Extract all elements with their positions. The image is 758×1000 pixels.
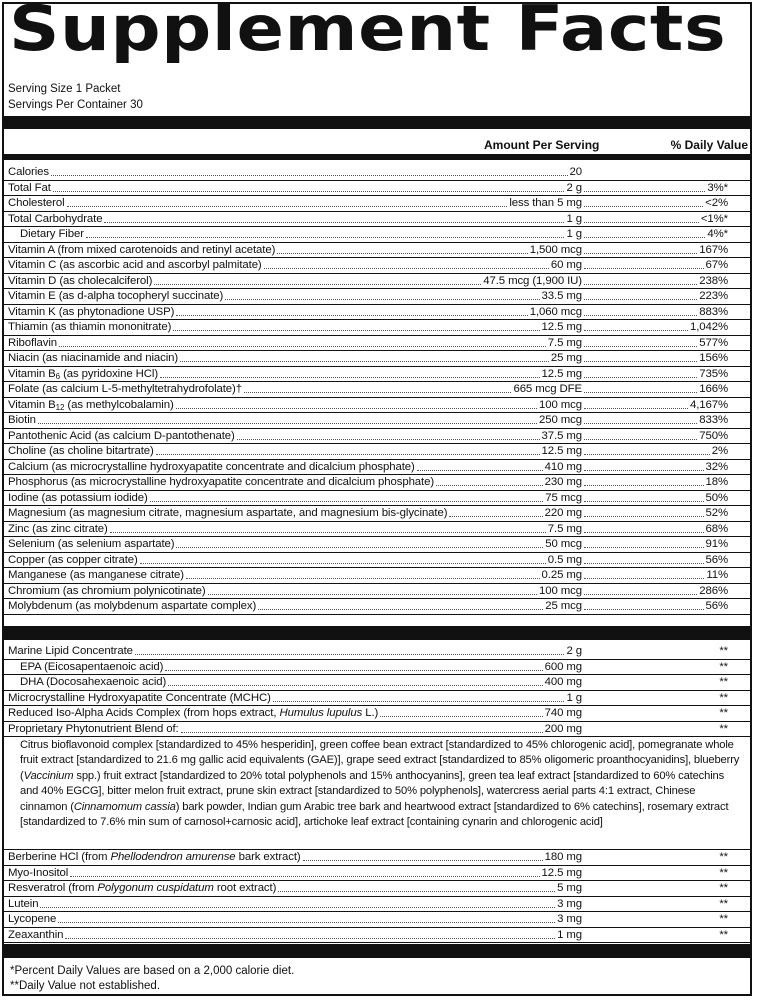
dot-leader xyxy=(53,191,564,192)
amount-per-serving: 2 g xyxy=(566,645,582,657)
daily-value: 883% xyxy=(699,305,728,318)
facts-row xyxy=(4,444,750,460)
dot-leader xyxy=(160,377,540,378)
amount-per-serving: 1 g xyxy=(566,691,582,704)
amount-per-serving: 7.5 mg xyxy=(547,522,582,535)
facts-row xyxy=(4,227,750,243)
daily-value: ** xyxy=(719,913,728,925)
dot-leader xyxy=(176,547,543,548)
daily-value: 167% xyxy=(699,243,728,256)
amount-per-serving: less than 5 mg xyxy=(509,197,582,209)
daily-value: <1%* xyxy=(700,212,728,225)
amount-per-serving: 250 mcg xyxy=(539,414,582,426)
ingredient-name: Pantothenic Acid (as calcium D-pantothenate) xyxy=(8,429,235,442)
facts-row xyxy=(4,305,750,321)
daily-value: ** xyxy=(719,866,728,879)
dot-leader xyxy=(104,222,564,223)
daily-value: ** xyxy=(719,645,728,657)
amount-per-serving: 60 mg xyxy=(550,259,582,271)
blend-text: Citrus bioflavonoid complex [standardized to 45% hesperidin], green coffee bean extract [standardized to 45% chlorogenic acid], pomegranate whole fruit extract [standardized to 21.6 mg gallic acid equivalents (GAE)], grape seed extract [standardized to 85% oligomeric proanthocyanidins], blueberry ( xyxy=(20,739,740,782)
facts-row xyxy=(4,675,750,691)
dot-leader xyxy=(264,268,549,269)
ingredient-name: Thiamin (as thiamin mononitrate) xyxy=(8,321,172,333)
dot-leader xyxy=(168,685,543,686)
dot-leader xyxy=(244,392,511,393)
dot-leader xyxy=(584,268,704,269)
ingredient-name: Zinc (as zinc citrate) xyxy=(8,522,108,535)
dot-leader xyxy=(584,222,699,223)
facts-row xyxy=(4,568,750,584)
amount-per-serving: 1 g xyxy=(566,228,582,240)
facts-row xyxy=(4,382,750,398)
facts-row xyxy=(4,212,750,228)
blend-text: ) bark powder, Indian gum Arabic tree bark and heartwood extract [standardized to 6% catechins], rosemary extract [standardized to 7.6% min sum of carnosol+carnosic acid], artichoke leaf extract [containing cynarin and chlorogenic acid] xyxy=(20,800,729,829)
facts-row xyxy=(4,258,750,274)
facts-row xyxy=(4,398,750,414)
proprietary-blend-description xyxy=(20,738,742,830)
daily-value: 156% xyxy=(699,352,728,364)
daily-value: 833% xyxy=(699,414,728,426)
daily-value: ** xyxy=(719,928,728,941)
dot-leader xyxy=(584,532,704,533)
dot-leader xyxy=(584,501,704,502)
amount-per-serving: 740 mg xyxy=(544,707,582,719)
dot-leader xyxy=(380,716,543,717)
amount-per-serving: 1,060 mcg xyxy=(529,305,582,318)
amount-per-serving: 47.5 mcg (1,900 IU) xyxy=(483,274,582,287)
facts-row xyxy=(4,644,750,660)
species-name: Cinnamomum cassia xyxy=(73,800,176,813)
dot-leader xyxy=(135,654,564,655)
dot-leader xyxy=(180,361,549,362)
nutrient-list xyxy=(4,165,750,615)
amount-per-serving: 200 mg xyxy=(544,722,582,735)
ingredient-name: Dietary Fiber xyxy=(20,228,84,240)
dot-leader xyxy=(86,237,564,238)
dot-leader xyxy=(156,454,540,455)
dot-leader xyxy=(584,315,697,316)
dot-leader xyxy=(584,516,704,517)
amount-per-serving: 1 g xyxy=(566,212,582,225)
ingredient-name: EPA (Eicosapentaenoic acid) xyxy=(20,660,164,673)
daily-value: 286% xyxy=(699,584,728,597)
ingredient-name: Calories xyxy=(8,166,49,178)
dot-leader xyxy=(584,485,704,486)
ingredient-name: DHA (Docosahexaenoic acid) xyxy=(20,676,167,688)
daily-value: ** xyxy=(719,707,728,719)
dot-leader xyxy=(40,907,555,908)
amount-per-serving: 75 mcg xyxy=(545,491,582,504)
facts-row xyxy=(4,475,750,491)
dot-leader xyxy=(584,423,697,424)
facts-row xyxy=(4,850,750,866)
ingredient-name: Cholesterol xyxy=(8,197,65,209)
daily-value: 68% xyxy=(705,522,728,535)
daily-value: 577% xyxy=(699,336,728,349)
thick-divider-bottom xyxy=(4,944,750,958)
daily-value: 2% xyxy=(711,445,728,457)
amount-per-serving: 20 xyxy=(569,166,582,178)
ingredient-name: Folate (as calcium L-5-methyltetrahydrofolate)† xyxy=(8,383,242,395)
daily-value: ** xyxy=(719,882,728,894)
supplement-facts-panel xyxy=(2,2,752,996)
daily-value: 4,167% xyxy=(689,398,728,411)
dot-leader xyxy=(584,563,704,564)
dot-leader xyxy=(258,609,543,610)
dot-leader xyxy=(584,206,703,207)
ingredient-name: Iodine (as potassium iodide) xyxy=(8,491,148,504)
daily-value: ** xyxy=(719,897,728,910)
amount-per-serving: 600 mg xyxy=(544,660,582,673)
daily-value: ** xyxy=(719,660,728,673)
thick-divider-middle xyxy=(4,626,750,640)
servings-per-container: Servings Per Container 30 xyxy=(8,99,143,111)
facts-row xyxy=(4,367,750,383)
facts-row xyxy=(4,522,750,538)
dot-leader xyxy=(173,330,540,331)
daily-value: 735% xyxy=(699,367,728,380)
dot-leader xyxy=(59,346,546,347)
dot-leader xyxy=(273,701,564,702)
dot-leader xyxy=(584,253,697,254)
dot-leader xyxy=(150,501,543,502)
facts-row xyxy=(4,506,750,522)
species-name: Vaccinium xyxy=(23,769,74,782)
daily-value: ** xyxy=(719,691,728,704)
facts-row xyxy=(4,320,750,336)
blend-text: spp.) fruit extract [standardized to 20% total polyphenols and 15% anthocyanins], green tea leaf extract [standardized to 60% catechins and 40% EGCG], bitter melon fruit extract, prune skin extract [standardized to 50% polyphenols], watercress aerial parts 4:1 extract, Chinese cinnamon ( xyxy=(20,769,725,813)
dot-leader xyxy=(584,237,705,238)
dot-leader xyxy=(584,299,697,300)
daily-value: 56% xyxy=(705,553,728,566)
ingredient-name: Niacin (as niacinamide and niacin) xyxy=(8,352,179,364)
ingredient-name: Proprietary Phytonutrient Blend of: xyxy=(8,722,179,735)
ingredient-name: Vitamin C (as ascorbic acid and ascorbyl palmitate) xyxy=(8,259,262,271)
facts-row xyxy=(4,553,750,569)
ingredient-name: Lutein xyxy=(8,897,39,910)
dot-leader xyxy=(278,891,555,892)
ingredient-name: Riboflavin xyxy=(8,336,58,349)
ingredient-name: Vitamin D (as cholecalciferol) xyxy=(8,274,153,287)
amount-per-serving: 3 mg xyxy=(557,913,582,925)
facts-row xyxy=(4,912,750,928)
amount-per-serving: 100 mcg xyxy=(539,584,582,597)
dot-leader xyxy=(65,938,555,939)
dot-leader xyxy=(67,206,507,207)
daily-value: 32% xyxy=(705,460,728,473)
ingredient-name: Lycopene xyxy=(8,913,57,925)
facts-row xyxy=(4,599,750,615)
dot-leader xyxy=(584,578,704,579)
dot-leader xyxy=(584,330,688,331)
facts-row xyxy=(4,691,750,707)
daily-value: <2% xyxy=(705,197,728,209)
dot-leader xyxy=(584,361,697,362)
amount-per-serving: 12.5 mg xyxy=(541,866,582,879)
dot-leader xyxy=(303,860,543,861)
amount-per-serving: 220 mg xyxy=(544,507,582,519)
dot-leader xyxy=(584,408,688,409)
amount-per-serving: 180 mg xyxy=(544,851,582,863)
daily-value: 750% xyxy=(699,429,728,442)
dot-leader xyxy=(584,392,697,393)
ingredient-name: Myo-Inositol xyxy=(8,866,69,879)
facts-row xyxy=(4,336,750,352)
dot-leader xyxy=(176,408,537,409)
ingredient-name: Zeaxanthin xyxy=(8,928,64,941)
serving-size: Serving Size 1 Packet xyxy=(8,83,121,95)
daily-value: 166% xyxy=(699,383,728,395)
amount-per-serving: 100 mcg xyxy=(539,398,582,411)
dot-leader xyxy=(584,439,697,440)
facts-row xyxy=(4,928,750,944)
ingredient-name: Chromium (as chromium polynicotinate) xyxy=(8,584,206,597)
ingredient-name: Vitamin $B_{12}$ (as methylcobalamin) xyxy=(8,398,174,412)
ingredient-name: Choline (as choline bitartrate) xyxy=(8,445,154,457)
dot-leader xyxy=(165,670,543,671)
facts-row xyxy=(4,181,750,197)
facts-row xyxy=(4,897,750,913)
dot-leader xyxy=(436,485,543,486)
daily-value: 4%* xyxy=(707,228,728,240)
dot-leader xyxy=(110,532,546,533)
amount-per-serving: 3 mg xyxy=(557,897,582,910)
daily-value: ** xyxy=(719,676,728,688)
ingredient-name: Resveratrol (from Polygonum cuspidatum root extract) xyxy=(8,882,277,894)
facts-row xyxy=(4,289,750,305)
daily-value-header: % Daily Value xyxy=(670,138,748,152)
amount-per-serving: 0.5 mg xyxy=(547,553,582,566)
facts-row xyxy=(4,866,750,882)
facts-row xyxy=(4,196,750,212)
facts-row xyxy=(4,491,750,507)
amount-per-serving: 25 mg xyxy=(550,352,582,364)
other-ingredients-top xyxy=(4,644,750,737)
daily-value: 223% xyxy=(699,290,728,302)
dot-leader xyxy=(181,732,543,733)
daily-value: 91% xyxy=(705,538,728,550)
dot-leader xyxy=(176,315,528,316)
ingredient-name: Vitamin E (as d-alpha tocopheryl succinate) xyxy=(8,290,224,302)
amount-per-serving: 1 mg xyxy=(557,928,582,941)
ingredient-name: Phosphorus (as microcrystalline hydroxyapatite concentrate and dicalcium phosphate) xyxy=(8,476,435,488)
daily-value: 67% xyxy=(705,259,728,271)
daily-value: 56% xyxy=(705,600,728,612)
ingredient-name: Reduced Iso-Alpha Acids Complex (from hops extract, Humulus lupulus L.) xyxy=(8,707,379,719)
amount-per-serving: 5 mg xyxy=(557,882,582,894)
other-ingredients-bottom xyxy=(4,850,750,943)
dot-leader xyxy=(208,594,537,595)
dot-leader xyxy=(584,346,697,347)
ingredient-name: Marine Lipid Concentrate xyxy=(8,645,133,657)
facts-row xyxy=(4,584,750,600)
amount-per-serving: 33.5 mg xyxy=(541,290,582,302)
amount-per-serving: 12.5 mg xyxy=(541,445,582,457)
dot-leader xyxy=(154,284,481,285)
daily-value: 3%* xyxy=(707,181,728,194)
footnote-daily-values: *Percent Daily Values are based on a 2,000 calorie diet. xyxy=(10,965,295,977)
amount-per-serving: 50 mcg xyxy=(545,538,582,550)
daily-value: 50% xyxy=(705,491,728,504)
daily-value: 52% xyxy=(705,507,728,519)
panel-title: Supplement Facts xyxy=(9,0,727,65)
dot-leader xyxy=(584,547,704,548)
facts-row xyxy=(4,881,750,897)
facts-row xyxy=(4,243,750,259)
amount-per-serving: 12.5 mg xyxy=(541,367,582,380)
amount-per-serving: 665 mcg DFE xyxy=(513,383,582,395)
ingredient-name: Berberine HCl (from Phellodendron amurense bark extract) xyxy=(8,851,301,863)
daily-value: 238% xyxy=(699,274,728,287)
amount-per-serving: 1,500 mcg xyxy=(529,243,582,256)
ingredient-name: Vitamin $B_6$ (as pyridoxine HCl) xyxy=(8,367,159,381)
amount-per-serving: 0.25 mg xyxy=(541,569,582,581)
dot-leader xyxy=(417,470,543,471)
facts-row xyxy=(4,722,750,738)
dot-leader xyxy=(584,470,704,471)
thick-divider-top xyxy=(4,116,750,129)
amount-per-serving-header: Amount Per Serving xyxy=(484,138,600,152)
daily-value: 11% xyxy=(706,569,728,581)
facts-row xyxy=(4,413,750,429)
ingredient-name: Calcium (as microcrystalline hydroxyapatite concentrate and dicalcium phosphate) xyxy=(8,460,415,473)
ingredient-name: Magnesium (as magnesium citrate, magnesium aspartate, and magnesium bis-glycinate) xyxy=(8,507,448,519)
amount-per-serving: 25 mcg xyxy=(545,600,582,612)
dot-leader xyxy=(225,299,540,300)
amount-per-serving: 7.5 mg xyxy=(547,336,582,349)
dot-leader xyxy=(51,175,568,176)
footnote-not-established: **Daily Value not established. xyxy=(10,980,161,992)
dot-leader xyxy=(584,609,704,610)
ingredient-name: Microcrystalline Hydroxyapatite Concentrate (MCHC) xyxy=(8,691,271,704)
ingredient-name: Vitamin A (from mixed carotenoids and retinyl acetate) xyxy=(8,243,276,256)
dot-leader xyxy=(277,253,528,254)
ingredient-name: Biotin xyxy=(8,414,36,426)
ingredient-name: Copper (as copper citrate) xyxy=(8,553,138,566)
ingredient-name: Manganese (as manganese citrate) xyxy=(8,569,184,581)
ingredient-name: Selenium (as selenium aspartate) xyxy=(8,538,175,550)
daily-value: 1,042% xyxy=(689,321,728,333)
dot-leader xyxy=(584,454,710,455)
dot-leader xyxy=(140,563,546,564)
dot-leader xyxy=(58,922,555,923)
facts-row xyxy=(4,537,750,553)
facts-row xyxy=(4,429,750,445)
amount-per-serving: 230 mg xyxy=(544,476,582,488)
facts-row xyxy=(4,165,750,181)
dot-leader xyxy=(584,284,697,285)
facts-row xyxy=(4,660,750,676)
daily-value: ** xyxy=(719,722,728,735)
amount-per-serving: 400 mg xyxy=(544,676,582,688)
daily-value: ** xyxy=(719,851,728,863)
amount-per-serving: 410 mg xyxy=(544,460,582,473)
ingredient-name: Vitamin K (as phytonadione USP) xyxy=(8,305,175,318)
daily-value: 18% xyxy=(705,476,728,488)
amount-per-serving: 12.5 mg xyxy=(541,321,582,333)
ingredient-name: Molybdenum (as molybdenum aspartate complex) xyxy=(8,600,257,612)
dot-leader xyxy=(584,377,697,378)
amount-per-serving: 2 g xyxy=(566,181,582,194)
amount-per-serving: 37.5 mg xyxy=(541,429,582,442)
dot-leader xyxy=(38,423,537,424)
dot-leader xyxy=(584,191,705,192)
facts-row xyxy=(4,274,750,290)
thick-divider-header xyxy=(4,154,750,160)
facts-row xyxy=(4,351,750,367)
dot-leader xyxy=(237,439,540,440)
ingredient-name: Total Carbohydrate xyxy=(8,212,103,225)
dot-leader xyxy=(186,578,540,579)
dot-leader xyxy=(449,516,543,517)
facts-row xyxy=(4,460,750,476)
ingredient-name: Total Fat xyxy=(8,181,51,194)
dot-leader xyxy=(584,594,697,595)
dot-leader xyxy=(70,876,540,877)
facts-row xyxy=(4,706,750,722)
